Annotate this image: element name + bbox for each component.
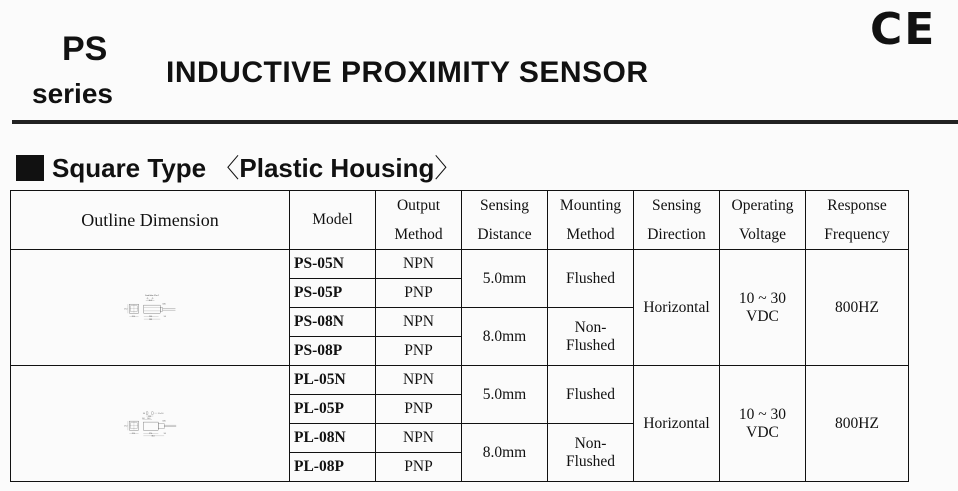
output-cell: PNP [376,395,462,424]
output-cell: PNP [376,279,462,308]
model-cell: PS-05N [290,250,376,279]
output-cell: NPN [376,424,462,453]
mounting-cell [548,308,634,366]
section-title-text: Square Type [52,153,207,183]
model-cell: PL-08P [290,453,376,482]
page-title: INDUCTIVE PROXIMITY SENSOR [166,56,649,89]
section-bracket-open: 〈 [213,153,240,183]
mounting-cell: Flushed [548,250,634,308]
response-cell: 800HZ [806,366,909,482]
output-cell: NPN [376,308,462,337]
header-mounting-1: Mounting [548,191,634,221]
dim-35-0: 35.0 [151,436,155,438]
table-row [11,250,909,279]
distance-cell: 8.0mm [462,424,548,482]
output-cell: NPN [376,250,462,279]
outline-diagram-ps [11,250,290,366]
voltage-unit: VDC [746,423,779,441]
section-title [52,148,460,185]
output-cell: PNP [376,453,462,482]
model-cell: PS-05P [290,279,376,308]
header-sensing-2: Distance [462,220,548,250]
section-square-bullet [16,155,44,181]
dim-28-9: 28.9 [149,319,153,321]
mounting-line-1: Non- [574,318,607,336]
dim-17-0-height: 17.0 [124,425,128,427]
dim-10-0: 10.0 [147,418,151,420]
mounting-cell: Flushed [548,366,634,424]
dim-5-0: 5.0 [142,413,146,415]
led-label: LED [162,304,166,306]
response-cell: 800HZ [806,250,909,366]
direction-cell: Horizontal [634,250,720,366]
page-cutoff [0,484,958,491]
dim-8-0: 8.0 [142,418,145,420]
dim-27-0: 27.0 [149,433,153,435]
dim-17-0-width: 17.0 [131,433,135,435]
voltage-range: 10 ~ 30 [738,289,787,307]
header-response-2: Frequency [806,220,909,250]
header-voltage-1: Operating [720,191,806,221]
voltage-cell [720,366,806,482]
table-row [11,366,909,395]
mounting-line-2: Flushed [565,452,616,470]
dim-3-0: 3.0 [163,433,166,435]
ps-dimension-drawing [11,294,289,322]
outline-diagram-pl [11,366,290,482]
output-cell: NPN [376,366,462,395]
dim-10-5: 10.5 [148,300,152,302]
direction-cell: Horizontal [634,366,720,482]
led-label: LED [162,421,166,423]
header-direction-2: Direction [634,220,720,250]
fixed-holes-label: Fixed Holes 3.2ø×2 [145,295,159,297]
pl-dimension-drawing [11,410,289,438]
distance-cell: 5.0mm [462,366,548,424]
section-bracket-close: 〉 [434,153,461,183]
ce-mark: CE [870,4,937,55]
header-model: Model [290,191,376,250]
header-mounting-2: Method [548,220,634,250]
header-outline-dimension: Outline Dimension [11,191,290,250]
mounting-cell [548,424,634,482]
voltage-unit: VDC [746,307,779,325]
section-subtitle: Plastic Housing [239,153,435,183]
header-output-1: Output [376,191,462,221]
header-divider [12,120,958,124]
header-output-2: Method [376,220,462,250]
voltage-cell [720,250,806,366]
mounting-line-2: Flushed [565,336,616,354]
header-voltage-2: Voltage [720,220,806,250]
distance-cell: 8.0mm [462,308,548,366]
table-header-row [11,191,909,221]
series-word: series [32,78,113,109]
dim-3-4: 3.4 [163,316,166,318]
model-cell: PL-05P [290,395,376,424]
mounting-line-1: Non- [574,434,607,452]
header-response-1: Response [806,191,909,221]
dim-17-0-height: 17.0 [124,308,128,310]
dim-25-5: 25.5 [149,316,153,318]
dim-11-0: 11.0 [148,416,152,418]
distance-cell: 5.0mm [462,250,548,308]
model-cell: PS-08P [290,337,376,366]
voltage-range: 10 ~ 30 [738,405,787,423]
output-cell: PNP [376,337,462,366]
model-cell: PS-08N [290,308,376,337]
radius-label: R = 1.6 [158,413,164,415]
dim-17-0-width: 17.0 [131,316,135,318]
header-direction-1: Sensing [634,191,720,221]
header-sensing-1: Sensing [462,191,548,221]
model-cell: PL-08N [290,424,376,453]
spec-table [10,190,909,482]
series-code: PS [62,30,108,68]
model-cell: PL-05N [290,366,376,395]
